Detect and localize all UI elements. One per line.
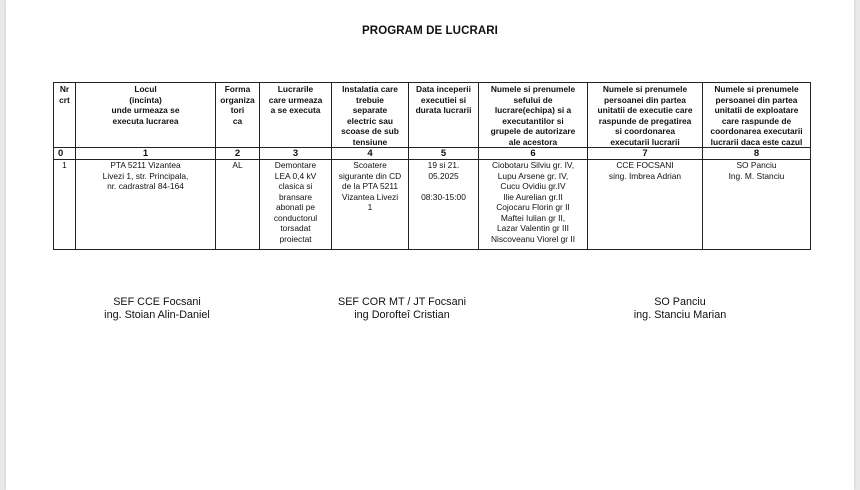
signature-block-so xyxy=(600,296,760,322)
text-line: lucrarii daca este cazul xyxy=(710,136,803,147)
cell-echipa xyxy=(479,160,588,250)
text-line: care urmeaza xyxy=(268,94,323,105)
signature-role: SEF COR MT / JT Focsani xyxy=(338,296,466,308)
text-line: raspunde de pregatirea xyxy=(598,115,692,126)
text-line: organiza xyxy=(220,94,255,105)
text-line: abonati pe xyxy=(275,202,316,212)
column-number: 5 xyxy=(409,148,479,160)
header-nr xyxy=(54,83,76,148)
text-line: conductorul xyxy=(273,212,318,223)
text-line: executantilor si xyxy=(502,115,564,126)
text-line: si coordonarea xyxy=(614,126,676,136)
text-line: nr. cadrastral 84-164 xyxy=(107,181,184,191)
text-line: Numele si prenumele xyxy=(490,84,576,94)
column-number: 8 xyxy=(703,148,811,160)
cell-nr: 1 xyxy=(54,160,76,250)
column-number: 2 xyxy=(216,148,260,160)
text-line: 19 si 21. xyxy=(427,160,460,170)
text-line: care raspunde de xyxy=(721,115,792,126)
text-line: 08:30-15:00 xyxy=(421,191,466,202)
text-line: Ing. M. Stanciu xyxy=(728,170,785,181)
header-forma xyxy=(216,83,260,148)
text-line: Cucu Ovidiu gr.IV xyxy=(500,181,566,191)
text-line: sigurante din CD xyxy=(338,170,402,181)
text-line: ale acestora xyxy=(508,136,558,147)
text-line: Demontare xyxy=(274,160,317,170)
text-line: Livezi 1, str. Principala, xyxy=(102,170,189,181)
text-line: trebuie xyxy=(356,94,384,105)
signature-block-cor xyxy=(312,296,492,322)
text-line: unitatii de exploatare xyxy=(714,105,799,115)
text-line: 1 xyxy=(367,202,373,212)
text-line: tensiune xyxy=(352,136,388,147)
cell-lucrarile xyxy=(260,160,332,250)
text-line: lucrare(echipa) si a xyxy=(494,105,572,115)
column-number-row xyxy=(54,148,811,160)
text-line: ca xyxy=(232,115,243,126)
text-line: sefului de xyxy=(513,94,553,105)
text-line: Scoatere xyxy=(353,160,387,170)
text-line: CCE FOCSANI xyxy=(616,160,674,170)
text-line: Numele si prenumele xyxy=(602,84,688,94)
text-line: Locul xyxy=(134,84,157,94)
text-line: PTA 5211 Vizantea xyxy=(110,160,181,170)
column-number: 7 xyxy=(588,148,703,160)
signature-role: SEF CCE Focsani xyxy=(113,296,201,308)
text-line: Numele si prenumele xyxy=(714,84,799,94)
header-echipa xyxy=(479,83,588,148)
signature-block-cce xyxy=(72,296,242,322)
text-line: sing. Imbrea Adrian xyxy=(608,170,682,181)
table-row xyxy=(54,160,811,250)
text-line: 05.2025 xyxy=(428,170,459,181)
cell-locul xyxy=(76,160,216,250)
text-line: Instalatia care xyxy=(342,84,398,94)
text-line: executa lucrarea xyxy=(112,115,179,126)
text-line: LEA 0,4 kV xyxy=(274,170,317,181)
header-data xyxy=(409,83,479,148)
text-line: persoanei din partea xyxy=(604,94,686,105)
text-line xyxy=(411,181,476,192)
text-line: scoase de sub xyxy=(341,126,399,136)
cell-forma: AL xyxy=(216,160,260,250)
text-line: SO Panciu xyxy=(736,160,777,170)
work-program-table xyxy=(53,82,811,250)
document-title: PROGRAM DE LUCRARI xyxy=(362,25,498,37)
text-line: Niscoveanu Viorel gr II xyxy=(490,233,576,244)
text-line: executarii lucrarii xyxy=(610,136,680,147)
text-line: persoanei din partea xyxy=(715,94,798,105)
text-line: torsadat xyxy=(280,223,311,233)
text-line: grupele de autorizare xyxy=(490,126,576,136)
text-line: Ciobotaru Silviu gr. IV, xyxy=(491,160,575,170)
text-line: tori xyxy=(230,105,245,115)
column-number: 0 xyxy=(54,148,76,160)
text-line: de la PTA 5211 xyxy=(341,181,399,191)
text-line: Maftei Iulian gr II, xyxy=(500,212,566,223)
header-instalatia xyxy=(332,83,409,148)
text-line: coordonarea executarii xyxy=(710,126,803,136)
header-unitate-executie xyxy=(588,83,703,148)
text-line: Ilie Aurelian gr.II xyxy=(503,191,563,202)
text-line: executiei si xyxy=(420,94,467,105)
text-line: Vizantea Livezi xyxy=(341,191,399,202)
text-line: Lucrarile xyxy=(277,84,314,94)
header-row xyxy=(54,83,811,148)
text-line: Forma xyxy=(224,84,251,94)
cell-unitate-exploatare xyxy=(703,160,811,250)
text-line: clasica si xyxy=(278,181,313,191)
header-lucrarile xyxy=(260,83,332,148)
signature-role: SO Panciu xyxy=(654,296,706,308)
cell-instalatia xyxy=(332,160,409,250)
column-number: 3 xyxy=(260,148,332,160)
text-line: durata lucrarii xyxy=(415,105,472,115)
cell-unitate-executie xyxy=(588,160,703,250)
text-line: unde urmeaza se xyxy=(111,105,180,115)
text-line: (incinta) xyxy=(129,94,162,105)
signature-name: ing. Stanciu Marian xyxy=(633,309,727,321)
text-line: proiectat xyxy=(279,233,312,244)
text-line: electric sau xyxy=(346,115,394,126)
text-line: Data inceperii xyxy=(416,84,471,94)
text-line: Nr xyxy=(59,84,70,94)
text-line: unitatii de executie care xyxy=(597,105,693,115)
header-unitate-exploatare xyxy=(703,83,811,148)
signature-name: ing Dorofteî Cristian xyxy=(354,309,450,321)
text-line: a se executa xyxy=(270,105,321,115)
column-number: 4 xyxy=(332,148,409,160)
signature-name: ing. Stoian Alin-Daniel xyxy=(104,309,210,321)
column-number: 1 xyxy=(76,148,216,160)
text-line: Lazar Valentin gr III xyxy=(496,223,569,233)
header-locul xyxy=(76,83,216,148)
column-number: 6 xyxy=(479,148,588,160)
text-line: Cojocaru Florin gr II xyxy=(496,202,570,212)
text-line: separate xyxy=(352,105,388,115)
text-line: Lupu Arsene gr. IV, xyxy=(497,170,569,181)
text-line: bransare xyxy=(278,191,313,202)
cell-data xyxy=(409,160,479,250)
text-line: crt xyxy=(59,94,70,105)
